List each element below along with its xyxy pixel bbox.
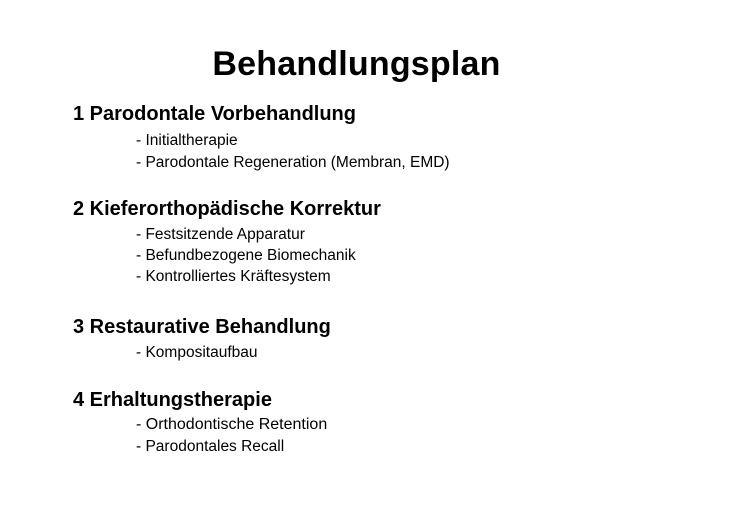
list-item-festsitzende-apparatur: - Festsitzende Apparatur [136, 226, 305, 243]
list-item-kompositaufbau: - Kompositaufbau [136, 344, 258, 361]
list-item-kontrolliertes-kraeftesystem: - Kontrolliertes Kräftesystem [136, 268, 331, 285]
list-item-orthodontische-retention: - Orthodontische Retention [136, 416, 328, 433]
list-item-parodontale-regeneration: - Parodontale Regeneration (Membran, EMD) [136, 154, 450, 171]
section-heading-parodontale-vorbehandlung: 1 Parodontale Vorbehandlung [73, 103, 356, 125]
list-item-befundbezogene-biomechanik: - Befundbezogene Biomechanik [136, 247, 356, 264]
section-heading-erhaltungstherapie: 4 Erhaltungstherapie [73, 389, 272, 411]
list-item-parodontales-recall: - Parodontales Recall [136, 438, 285, 455]
page-title: Behandlungsplan [212, 45, 501, 83]
list-item-initialtherapie: - Initialtherapie [136, 132, 238, 149]
section-heading-kieferorthopaedische-korrektur: 2 Kieferorthopädische Korrektur [73, 198, 381, 220]
section-heading-restaurative-behandlung: 3 Restaurative Behandlung [73, 316, 331, 338]
